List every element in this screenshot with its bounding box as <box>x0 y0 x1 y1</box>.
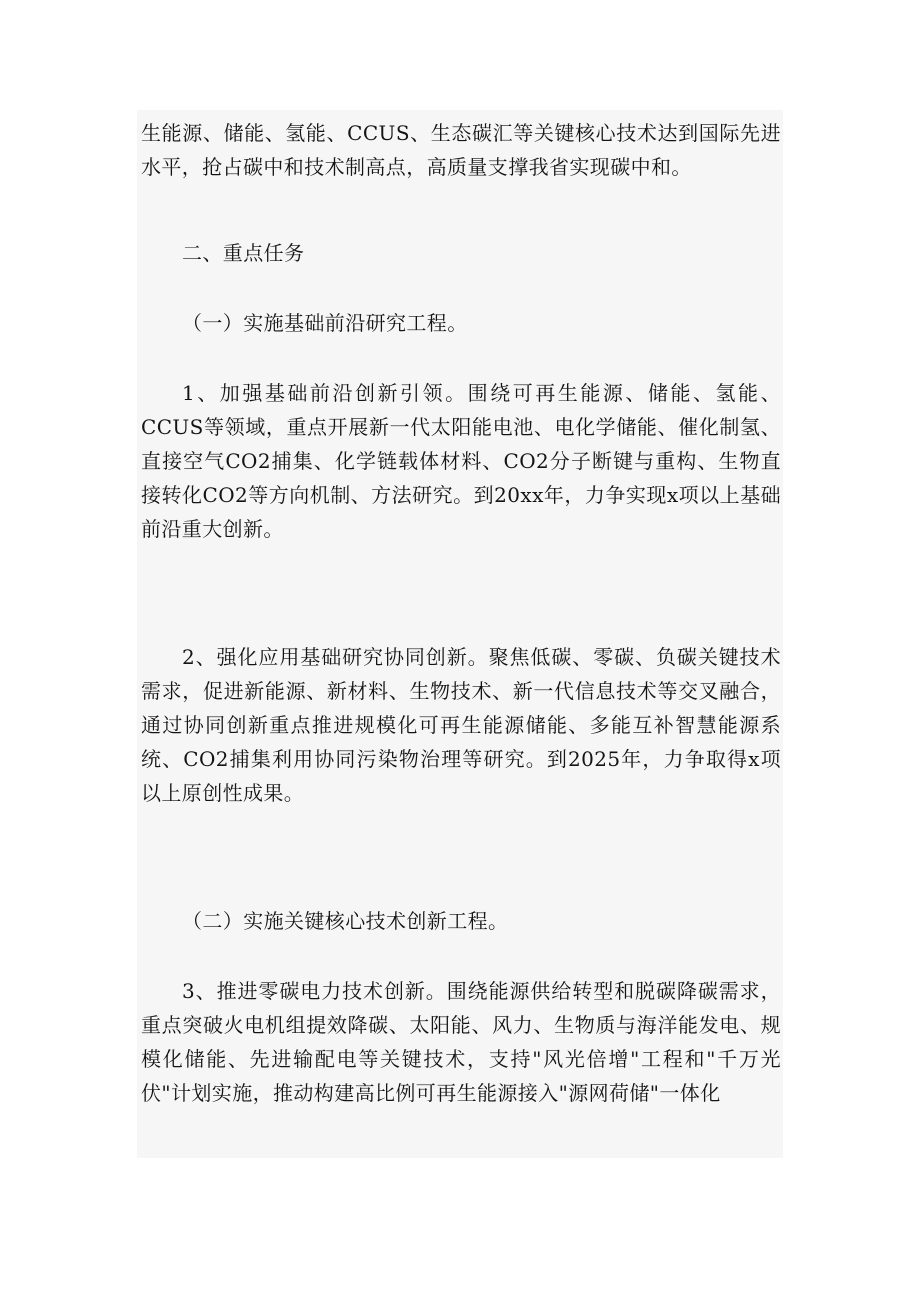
document-body <box>137 110 783 1158</box>
subsection-heading-1: （一）实施基础前沿研究工程。 <box>182 311 468 335</box>
paragraph-item-3: 3、推进零碳电力技术创新。围绕能源供给转型和脱碳降碳需求，重点突破火电机组提效降碳、太阳能、风力、生物质与海洋能发电、规模化储能、先进输配电等关键技术，支持"风光倍增"工程和"千万光伏"计划实施，推动构建高比例可再生能源接入"源网荷储"一体化 <box>141 979 781 1105</box>
paragraph-item-1: 1、加强基础前沿创新引领。围绕可再生能源、储能、氢能、CCUS等领域，重点开展新一代太阳能电池、电化学储能、催化制氢、直接空气CO2捕集、化学链载体材料、CO2分子断键与重构、生物直接转化CO2等方向机制、方法研究。到20xx年，力争实现x项以上基础前沿重大创新。 <box>141 381 781 541</box>
subsection-heading-2: （二）实施关键核心技术创新工程。 <box>182 909 509 933</box>
paragraph-continuation: 生能源、储能、氢能、CCUS、生态碳汇等关键核心技术达到国际先进水平，抢占碳中和技术制高点，高质量支撑我省实现碳中和。 <box>141 121 781 179</box>
paragraph-item-2: 2、强化应用基础研究协同创新。聚焦低碳、零碳、负碳关键技术需求，促进新能源、新材料、生物技术、新一代信息技术等交叉融合，通过协同创新重点推进规模化可再生能源储能、多能互补智慧能源系统、CO2捕集利用协同污染物治理等研究。到2025年，力争取得x项以上原创性成果。 <box>141 645 781 805</box>
section-heading-key-tasks: 二、重点任务 <box>182 241 305 265</box>
